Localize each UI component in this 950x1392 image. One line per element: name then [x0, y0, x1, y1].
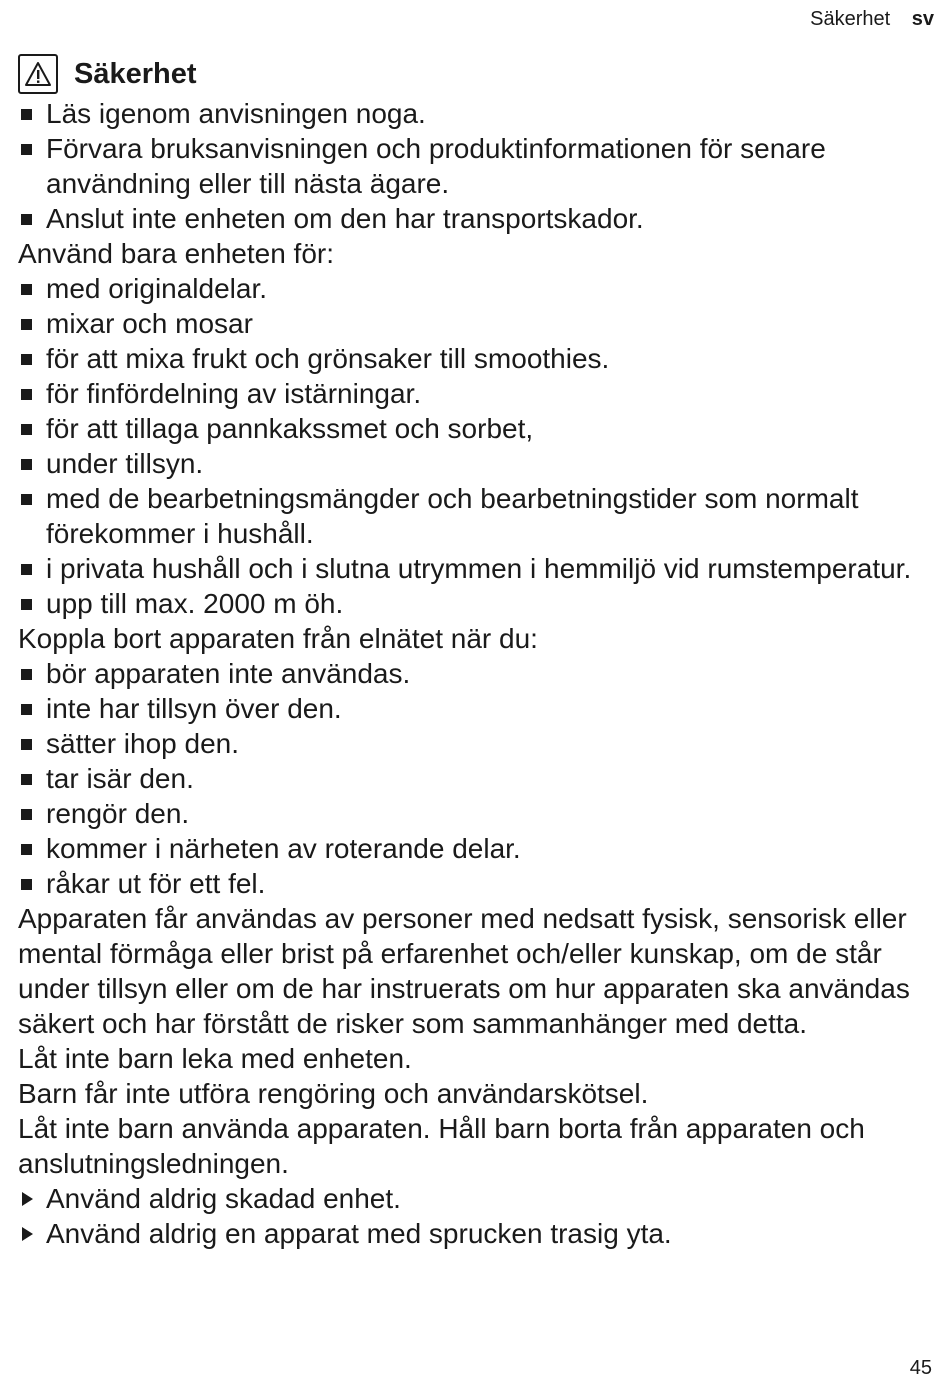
list-item: under tillsyn. — [18, 446, 934, 481]
list-item: i privata hushåll och i slutna utrymmen i hemmiljö vid rumstemperatur. — [18, 551, 934, 586]
use-heading: Använd bara enheten för: — [18, 238, 335, 269]
header-section-title: Säkerhet — [810, 8, 891, 30]
instruction-item: Använd aldrig en apparat med sprucken trasig yta. — [18, 1216, 934, 1251]
warning-triangle-icon — [18, 54, 58, 94]
list-item: Läs igenom anvisningen noga. — [18, 96, 934, 131]
list-item: Förvara bruksanvisningen och produktinformationen för senare användning eller till nästa ägare. — [18, 131, 934, 201]
list-item: kommer i närheten av roterande delar. — [18, 831, 934, 866]
disconnect-heading: Koppla bort apparaten från elnätet när du: — [18, 623, 538, 654]
disconnect-list — [18, 656, 934, 901]
paragraph: Låt inte barn leka med enheten. — [18, 1043, 412, 1074]
list-item: med originaldelar. — [18, 271, 934, 306]
list-item: för finfördelning av istärningar. — [18, 376, 934, 411]
page-number: 45 — [909, 1357, 932, 1379]
running-header — [810, 8, 934, 31]
paragraph: Låt inte barn använda apparaten. Håll barn borta från apparaten och anslutningsledningen. — [18, 1113, 865, 1179]
list-item: bör apparaten inte användas. — [18, 656, 934, 691]
instruction-list — [18, 1181, 934, 1251]
list-item: rengör den. — [18, 796, 934, 831]
page-title: Säkerhet — [74, 57, 197, 90]
list-item: råkar ut för ett fel. — [18, 866, 934, 901]
list-item: mixar och mosar — [18, 306, 934, 341]
page-content — [18, 52, 934, 1251]
header-language-code: sv — [911, 8, 934, 30]
list-item: sätter ihop den. — [18, 726, 934, 761]
paragraph: Barn får inte utföra rengöring och användarskötsel. — [18, 1078, 649, 1109]
intro-list — [18, 96, 934, 236]
list-item: för att tillaga pannkakssmet och sorbet, — [18, 411, 934, 446]
section-heading — [18, 52, 934, 96]
list-item: upp till max. 2000 m öh. — [18, 586, 934, 621]
list-item: inte har tillsyn över den. — [18, 691, 934, 726]
list-item: Anslut inte enheten om den har transportskador. — [18, 201, 934, 236]
list-item: tar isär den. — [18, 761, 934, 796]
list-item: för att mixa frukt och grönsaker till smoothies. — [18, 341, 934, 376]
list-item: med de bearbetningsmängder och bearbetningstider som normalt förekommer i hushåll. — [18, 481, 934, 551]
use-list — [18, 271, 934, 621]
paragraph: Apparaten får användas av personer med nedsatt fysisk, sensorisk eller mental förmåga eller brist på erfarenhet och/eller kunskap, om de står under tillsyn eller om de har instruerats om hur apparaten ska användas säkert och har förstått de risker som sammanhänger med detta. — [18, 903, 910, 1039]
instruction-item: Använd aldrig skadad enhet. — [18, 1181, 934, 1216]
